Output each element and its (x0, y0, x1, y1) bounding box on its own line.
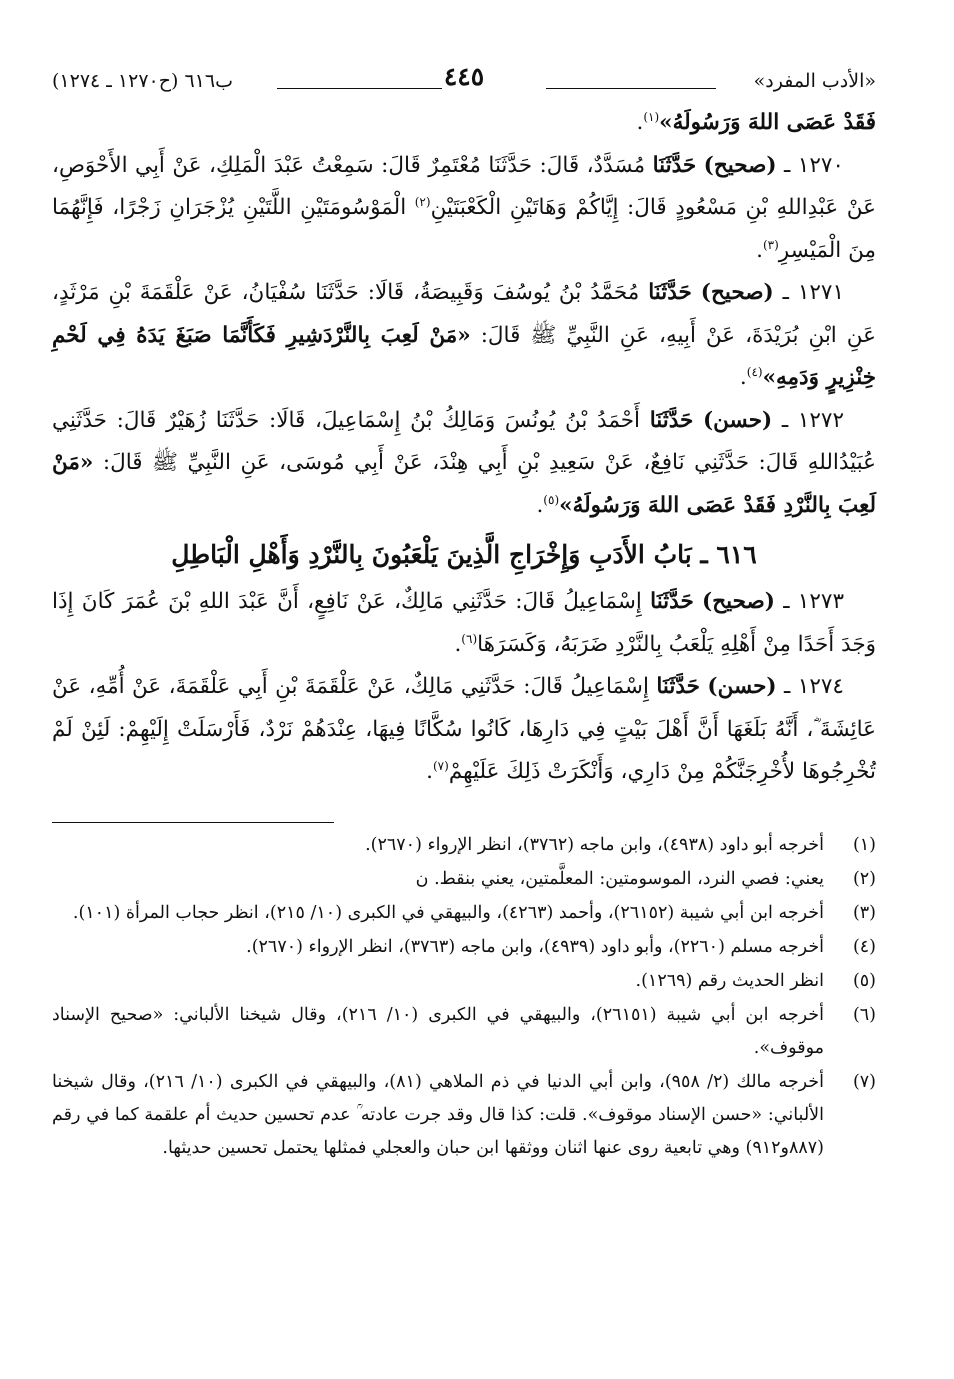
haddathana: حَدَّثَنَا (650, 589, 694, 614)
hadith-number: ١٢٧٤ ـ (784, 674, 844, 699)
footnote-2 (52, 863, 876, 896)
footnote-separator-wrap (52, 822, 876, 823)
footnote-6 (52, 999, 876, 1065)
footnote-ref: (٢) (414, 194, 431, 209)
hadith-grade: (حسن) (702, 407, 773, 433)
hadith-quote: فَقَدْ عَصَى اللهَ وَرَسُولَهُ» (659, 110, 876, 135)
main-text (52, 102, 876, 794)
sentence-end: . (454, 631, 462, 657)
footnote-separator (52, 822, 334, 823)
hadith-text: إِسْمَاعِيلُ قَالَ: حَدَّثَنِي مَالِكٌ، عَنْ عَلْقَمَةَ بْنِ أَبِي عَلْقَمَةَ، عَنْ أُمِّهِ، عَنْ عَائِشَةَ ؓ، أَنَّهُ بَلَغَهَا أَنَّ أَهْلَ بَيْتٍ فِي دَارِهَا، كَانُوا سُكَّانًا فِيهَا، عِنْدَهُمْ نَرْدٌ، فَأَرْسَلَتْ إِلَيْهِمْ: لَئِنْ لَمْ تُخْرِجُوهَا لأُخْرِجَنَّكُمْ مِنْ دَارِي، وَأَنْكَرَتْ ذَلِكَ عَلَيْهِمْ (52, 674, 876, 784)
footnote-ref: (٥) (543, 492, 560, 507)
sentence-end: . (636, 110, 644, 135)
paragraph-continuation (52, 102, 876, 145)
hadith-text: مُحَمَّدُ بْنُ يُوسُفَ وَقَبِيصَةُ، قَالَا: حَدَّثَنَا سُفْيَانُ، عَنْ عَلْقَمَةَ بْنِ مَرْثَدٍ، عَنِ ابْنِ بُرَيْدَةَ، عَنْ أَبِيهِ، عَنِ النَّبِيِّ ﷺ قَالَ: (52, 280, 876, 348)
hadith-quote: «مَنْ لَعِبَ بِالنَّرْدَشِيرِ فَكَأَنَّمَا صَبَغَ يَدَهُ فِي لَحْمِ خِنْزِيرٍ وَدَمِهِ» (52, 322, 876, 390)
footnote-number: (٧) (852, 1071, 876, 1092)
hadith-1270 (52, 145, 876, 273)
hadith-text: أَحْمَدُ بْنُ يُونُسَ وَمَالِكُ بْنُ إِسْمَاعِيلَ، قَالَا: حَدَّثَنَا زُهَيْرٌ قَالَ: حَدَّثَنِي عُبَيْدُاللهِ قَالَ: حَدَّثَنِي نَافِعٌ، عَنْ سَعِيدِ بْنِ أَبِي هِنْدَ، عَنْ أَبِي مُوسَى، عَنِ النَّبِيِّ ﷺ قَالَ: (52, 407, 876, 475)
footnote-3 (52, 897, 876, 930)
footnote-text: يعني: فصي النرد، الموسومتين: المعلَّمتين، يعني بنقط. ن (415, 868, 824, 889)
section-range: ب٦١٦ (ح١٢٧٠ ـ ١٢٧٤) (52, 70, 233, 92)
hadith-text: مُسَدَّدٌ، قَالَ: حَدَّثَنَا مُعْتَمِرٌ قَالَ: سَمِعْتُ عَبْدَ الْمَلِكِ، عَنْ أَبِي الأَحْوَصِ، عَنْ عَبْدِاللهِ بْنِ مَسْعُودٍ قَالَ: إِيَّاكُمْ وَهَاتَيْنِ الْكَعْبَتَيْنِ (52, 152, 876, 220)
hadith-1271 (52, 272, 876, 400)
hadith-text: الْمَوْسُومَتَيْنِ اللَّتَيْنِ يُزْجَرَانِ زَجْرًا، فَإِنَّهُمَا مِنَ الْمَيْسِرِ (52, 195, 876, 263)
footnote-text: أخرجه مالك (٢/ ٩٥٨)، وابن أبي الدنيا في ذم الملاهي (٨١)، والبيهقي في الكبرى (١٠/ ٢١٦)، وقال شيخنا الألباني: «حسن الإسناد موقوف». قلت: كذا قال وقد جرت عادته ؒ عدم تحسين حديث أم علقمة كما في رقم (٨٨٧و٩١٢) وهي تابعية روى عنها اثنان ووثقها ابن حبان والعجلي فمثلها يحتمل تحسين حديثها. (52, 1071, 824, 1158)
footnote-1 (52, 829, 876, 862)
footnote-7 (52, 1066, 876, 1165)
footnotes (52, 829, 876, 1165)
footnote-4 (52, 931, 876, 964)
hadith-1274 (52, 666, 876, 794)
hadith-grade: (صحيح) (702, 589, 775, 614)
header-rule-right (546, 88, 716, 89)
footnote-number: (١) (852, 834, 876, 855)
sentence-end: . (739, 365, 747, 390)
footnote-ref: (٤) (746, 364, 763, 379)
hadith-grade: (صحيح) (703, 152, 777, 178)
page-number: ٤٤٥ (443, 62, 485, 91)
hadith-text: إِسْمَاعِيلُ قَالَ: حَدَّثَنِي مَالِكٌ، عَنْ نَافِعٍ، أَنَّ عَبْدَ اللهِ بْنَ عُمَرَ كَانَ إِذَا وَجَدَ أَحَدًا مِنْ أَهْلِهِ يَلْعَبُ بِالنَّرْدِ ضَرَبَهُ، وَكَسَرَهَا (52, 589, 876, 657)
footnote-text: أخرجه أبو داود (٤٩٣٨)، وابن ماجه (٣٧٦٢)، انظر الإرواء (٢٦٧٠). (365, 834, 824, 855)
footnote-number: (٦) (852, 1004, 876, 1025)
hadith-number: ١٢٧٣ ـ (783, 589, 844, 614)
footnote-text: أخرجه ابن أبي شيبة (٢٦١٥٢)، وأحمد (٤٢٦٣)، والبيهقي في الكبرى (١٠/ ٢١٥)، انظر حجاب المرأة (١٠١). (72, 902, 824, 923)
sentence-end: . (536, 492, 544, 518)
haddathana: حَدَّثَنَا (656, 674, 700, 699)
footnote-ref: (١) (643, 109, 660, 124)
hadith-number: ١٢٧١ ـ (782, 280, 845, 305)
footnote-number: (٤) (852, 936, 876, 957)
footnote-ref: (٧) (432, 758, 449, 773)
hadith-grade: (حسن) (707, 674, 777, 699)
header-rule-left (277, 88, 442, 89)
chapter-heading: ٦١٦ ـ بَابُ الأَدَبِ وَإِخْرَاجِ الَّذِينَ يَلْعَبُونَ بِالنَّرْدِ وَأَهْلِ الْبَاطِلِ (171, 540, 757, 569)
haddathana: حَدَّثَنَا (648, 280, 692, 305)
footnote-text: أخرجه ابن أبي شيبة (٢٦١٥١)، والبيهقي في الكبرى (١٠/ ٢١٦)، وقال شيخنا الألباني: «صحيح الإسناد موقوف». (52, 1004, 824, 1058)
footnote-5 (52, 965, 876, 998)
footnote-number: (٢) (852, 868, 876, 889)
hadith-number: ١٢٧٢ ـ (781, 407, 845, 433)
hadith-grade: (صحيح) (700, 280, 774, 305)
hadith-1272 (52, 400, 876, 528)
running-header (52, 58, 876, 102)
haddathana: حَدَّثَنَا (652, 152, 697, 178)
footnote-number: (٣) (852, 902, 876, 923)
hadith-quote: «مَنْ لَعِبَ بِالنَّرْدِ فَقَدْ عَصَى اللهَ وَرَسُولَهُ» (52, 450, 876, 518)
book-title: «الأدب المفرد» (753, 70, 876, 92)
haddathana: حَدَّثَنَا (649, 407, 694, 433)
footnote-text: أخرجه مسلم (٢٢٦٠)، وأبو داود (٤٩٣٩)، وابن ماجه (٣٧٦٣)، انظر الإرواء (٢٦٧٠). (246, 936, 824, 957)
sentence-end: . (756, 237, 763, 263)
footnote-ref: (٦) (461, 631, 478, 646)
footnote-number: (٥) (852, 970, 876, 991)
footnote-text: انظر الحديث رقم (١٢٦٩). (635, 970, 824, 991)
hadith-1273 (52, 581, 876, 666)
footnote-ref: (٣) (762, 237, 779, 252)
sentence-end: . (426, 759, 433, 784)
hadith-number: ١٢٧٠ ـ (784, 152, 844, 178)
